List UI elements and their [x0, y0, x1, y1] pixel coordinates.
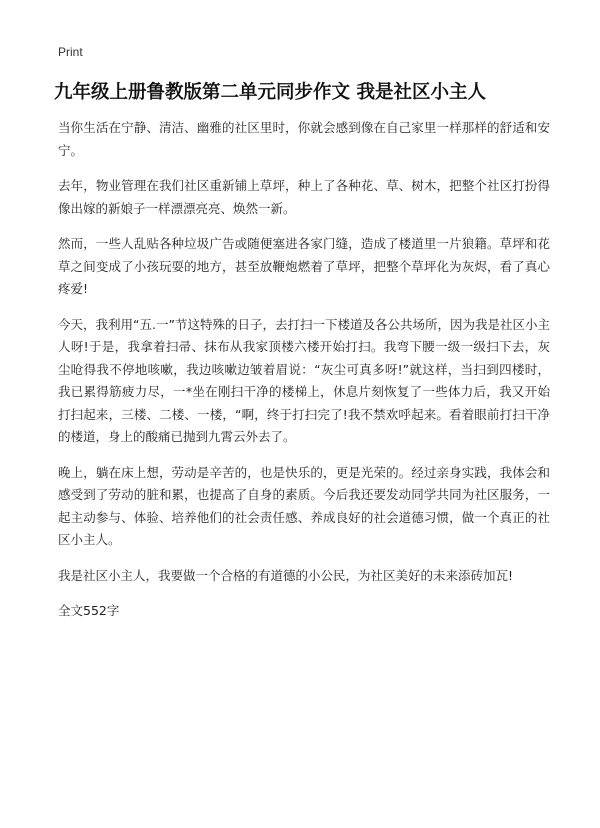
article-paragraph-5: 晚上，躺在床上想，劳动是辛苦的，也是快乐的，更是光荣的。经过亲身实践，我体会和感受到了劳动的脏和累，也提高了自身的素质。今后我还要发动同学共同为社区服务，一起主动参与、体验、培养他们的社会责任感、养成良好的社会道德习惯，做一个真正的社区小主人。 — [58, 464, 550, 547]
article-body — [58, 117, 550, 623]
article-paragraph-3: 然而，一些人乱贴各种垃圾广告或随便塞进各家门缝，造成了楼道里一片狼籍。草坪和花草之间变成了小孩玩耍的地方，甚至放鞭炮燃着了草坪，把整个草坪化为灰烬，看了真心疼爱! — [58, 236, 550, 296]
article-paragraph-6: 我是社区小主人，我要做一个合格的有道德的小公民，为社区美好的未来添砖加瓦! — [58, 567, 514, 583]
article-paragraph-1: 当你生活在宁静、清洁、幽雅的社区里时，你就会感到像在自己家里一样那样的舒适和安宁。 — [58, 120, 550, 158]
word-count: 全文552字 — [58, 603, 120, 618]
print-link[interactable]: Print — [58, 45, 83, 59]
article-title: 九年级上册鲁教版第二单元同步作文 我是社区小主人 — [54, 82, 486, 103]
article-paragraph-4: 今天，我利用“五.一”节这特殊的日子，去打扫一下楼道及各公共场所，因为我是社区小主人呀!于是，我拿着扫帚、抹布从我家顶楼六楼开始打扫。我弯下腰一级一级扫下去，灰尘呛得我不停地咳嗽，我边咳嗽边皱着眉说：“灰尘可真多呀!”就这样，当扫到四楼时，我已累得筋疲力尽，一*坐在刚扫干净的楼梯上，休息片刻恢复了一些体力后，我又开始打扫起来，三楼、二楼、一楼，“啊，终于打扫完了!我不禁欢呼起来。看着眼前打扫干净的楼道，身上的酸痛已抛到九霄云外去了。 — [58, 316, 550, 444]
article-paragraph-2: 去年，物业管理在我们社区重新铺上草坪，种上了各种花、草、树木，把整个社区打扮得像出嫁的新娘子一样漂漂亮亮、焕然一新。 — [58, 178, 550, 216]
